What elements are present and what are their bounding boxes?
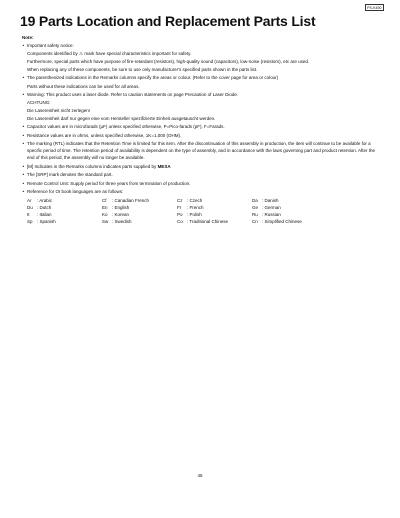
language-entry [102, 197, 177, 204]
supplier-name: MESA [157, 163, 171, 169]
note-subtext: Die Lasereinheit darf nur gegen eine vom Hersteller spezifizierte Einheit ausgetauscht werden. [27, 116, 216, 121]
note-subtext: When replacing any of these components, be sure to use only manufacturer's specified parts shown in the parts list. [27, 67, 258, 72]
language-code: Sp [27, 218, 33, 224]
language-entry [27, 218, 102, 225]
language-code: Fr [177, 204, 182, 210]
note-subtext: ACHTUNG: [27, 100, 51, 105]
note-item [22, 188, 380, 195]
language-entry [27, 211, 102, 218]
language-entry [27, 204, 102, 211]
document-code-tag: PS-K450 [365, 4, 384, 11]
language-name: : Polish [187, 211, 202, 217]
note-item [22, 140, 380, 161]
language-entry [177, 204, 252, 211]
note-text: Remote Control Unit: Supply period for three years from termination of production. [27, 180, 191, 186]
language-code: Cz [177, 197, 183, 203]
note-subtext: Parts without these indications can be used for all areas. [27, 83, 140, 89]
language-name: : French [187, 204, 204, 210]
language-entry [102, 204, 177, 211]
notes-section [22, 34, 380, 225]
note-item [22, 91, 380, 98]
language-code: Cn [252, 218, 258, 224]
language-name: : Traditional Chinese [187, 218, 229, 224]
language-code: Da [252, 197, 258, 203]
language-code: Cf [102, 197, 107, 203]
note-item [22, 74, 380, 81]
language-entry [177, 211, 252, 218]
note-text: Reference for OI book languages are as follows: [27, 189, 124, 194]
language-entry [102, 211, 177, 218]
page-title: 19 Parts Location and Replacement Parts List [20, 13, 316, 29]
language-entry [177, 218, 252, 225]
language-name: : Russian [262, 211, 281, 217]
note-item [22, 163, 380, 170]
note-subtext: Furthermore, special parts which have purpose of fire-retardant (resistors), high-quality sound (capacitors), low-noise (resistors), etc are used. [27, 59, 310, 64]
note-text: Capacitor values are in microfarads (μF) unless specified otherwise, P=Pico-farads (pF), F=Farads. [27, 124, 225, 129]
language-name: : Spanish [37, 218, 56, 224]
note-text: Warning: This product uses a laser diode. Refer to caution statements on page Precaution of Laser Diode. [27, 91, 239, 97]
language-entry [177, 197, 252, 204]
language-code: Ge [252, 204, 259, 210]
language-entry [102, 218, 177, 225]
note-subtext: Die Lasereinheit nicht zerlegen! [27, 108, 91, 113]
language-entry [252, 204, 327, 211]
language-entry [252, 197, 327, 204]
note-subtext: Components identified by ⚠ mark have special characteristics important for safety. [27, 51, 192, 56]
language-table [22, 197, 380, 225]
language-code: It [27, 211, 30, 217]
language-name: : German [262, 204, 281, 210]
language-name: : Czech [187, 197, 203, 203]
language-code: Co [177, 218, 183, 224]
note-heading: Note: [22, 35, 34, 40]
language-name: : Danish [262, 197, 279, 203]
language-code: En [102, 204, 108, 210]
language-code: Ar [27, 197, 32, 203]
note-item [22, 180, 380, 187]
language-entry [252, 211, 327, 218]
note-item [22, 42, 380, 49]
page-number: 45 [197, 473, 203, 478]
note-text: The marking (RTL) indicates that the Retention Time is limited for this item. After the discontinuation of this assembly in production, the item will continue to be available for a specific period of time. The retention period of availability is dependent on the type of assembly, and in accordance with the laws governing part and product retention. After the end of this period, the assembly will no longer be available. [27, 141, 376, 160]
language-name: : Korean [112, 211, 130, 217]
language-code: Po [177, 211, 183, 217]
note-text: Resistance values are in ohms, unless specified otherwise, 1K=1,000 (OHM). [27, 132, 182, 138]
language-name: : English [112, 204, 130, 210]
language-name: : Italian [37, 211, 52, 217]
language-name: : Canadian French [112, 197, 150, 203]
language-name: : Dutch [37, 204, 52, 210]
language-name: : Arabic [37, 197, 53, 203]
language-code: Sw [102, 218, 109, 224]
language-code: Ko [102, 211, 108, 217]
language-entry [27, 197, 102, 204]
note-item [22, 132, 380, 139]
language-code: Du [27, 204, 33, 210]
language-name: : Simplified Chinese [262, 218, 302, 224]
note-text: The parenthesized indications in the Remarks columns specify the areas or colour. (Refer to the cover page for area or colour) [27, 75, 279, 80]
note-item [22, 171, 380, 178]
language-code: Ru [252, 211, 258, 217]
note-text: The [SRP] mark denotes the standard part. [27, 172, 113, 177]
note-text: [M] Indicates in the Remarks columns indicates parts supplied by [27, 163, 158, 169]
note-text: Important safety notice: [27, 42, 74, 48]
language-entry [252, 218, 327, 225]
language-name: : Swedish [112, 218, 132, 224]
note-item [22, 123, 380, 130]
